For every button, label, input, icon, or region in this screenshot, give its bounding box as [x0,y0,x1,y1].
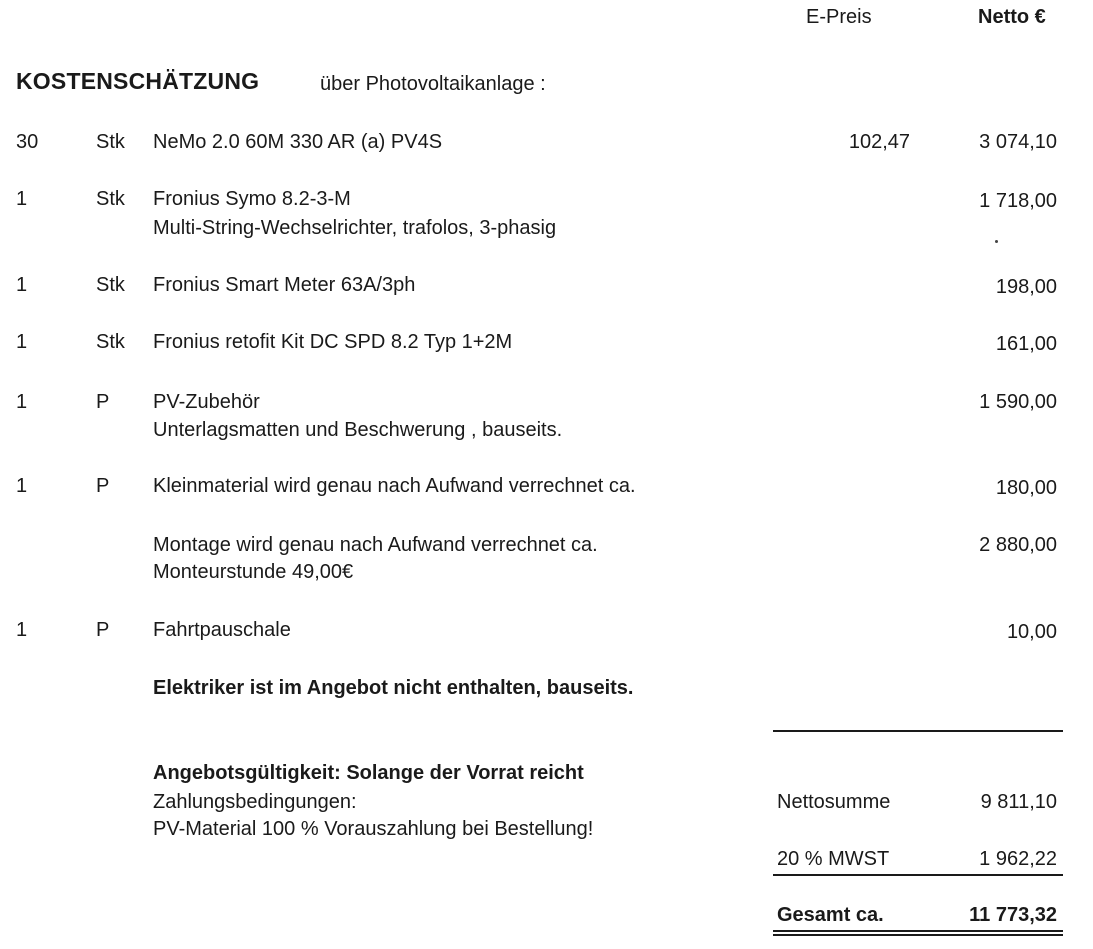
item-unit: P [96,475,110,497]
item-qty: 1 [16,274,28,296]
net-sum-label: Nettosumme [777,791,891,813]
item-description: Kleinmaterial wird genau nach Aufwand verrechnet ca. [153,475,636,497]
item-net: 1 718,00 [979,190,1057,212]
total-double-underline-1 [773,930,1063,932]
item-net: 10,00 [1006,621,1057,643]
item-description: Montage wird genau nach Aufwand verrechnet ca. [153,534,598,556]
item-qty: 1 [16,391,28,413]
document-title: KOSTENSCHÄTZUNG [16,68,260,94]
vat-label: 20 % MWST [777,848,890,870]
item-unit: Stk [96,274,125,296]
item-net: 180,00 [995,477,1057,499]
vat-value: 1 962,22 [979,848,1057,870]
item-net: 2 880,00 [979,534,1057,556]
item-description: PV-Zubehör [153,391,260,413]
item-unit: P [96,619,110,641]
offer-validity: Angebotsgültigkeit: Solange der Vorrat reicht [153,762,584,784]
item-unit: Stk [96,131,125,153]
total-double-underline-2 [773,934,1063,936]
exclusion-note: Elektriker ist im Angebot nicht enthalten, bauseits. [153,677,634,699]
item-description: Fronius Symo 8.2-3-M [153,188,351,210]
item-unit: P [96,391,110,413]
col-header-unit-price: E-Preis [806,6,872,28]
item-net: 161,00 [995,333,1057,355]
item-description-detail: Unterlagsmatten und Beschwerung , bauseits. [153,419,563,441]
col-header-net: Netto € [978,6,1046,28]
payment-terms-label: Zahlungsbedingungen: [153,791,357,813]
vat-underline [773,874,1063,876]
item-net: 198,00 [995,276,1057,298]
item-unit-price: 102,47 [848,131,910,153]
item-qty: 1 [16,475,28,497]
item-qty: 1 [16,188,28,210]
item-description: Fronius retofit Kit DC SPD 8.2 Typ 1+2M [153,331,513,353]
item-net: 1 590,00 [979,391,1057,413]
item-description: NeMo 2.0 60M 330 AR (a) PV4S [153,131,443,153]
item-description: Fahrtpauschale [153,619,291,641]
item-unit: Stk [96,188,125,210]
item-description: Fronius Smart Meter 63A/3ph [153,274,416,296]
document-subtitle: über Photovoltaikanlage : [320,73,546,95]
stray-dot [995,240,998,243]
net-sum-value: 9 811,10 [980,791,1057,813]
payment-terms-text: PV-Material 100 % Vorauszahlung bei Bestellung! [153,818,594,840]
gross-total-label: Gesamt ca. [777,904,884,926]
item-description-detail: Multi-String-Wechselrichter, trafolos, 3-phasig [153,217,557,239]
totals-divider [773,730,1063,732]
item-qty: 1 [16,331,28,353]
item-description-detail: Monteurstunde 49,00€ [153,561,354,583]
item-net: 3 074,10 [979,131,1057,153]
gross-total-value: 11 773,32 [969,904,1057,926]
item-qty: 30 [16,131,39,153]
item-qty: 1 [16,619,28,641]
item-unit: Stk [96,331,125,353]
